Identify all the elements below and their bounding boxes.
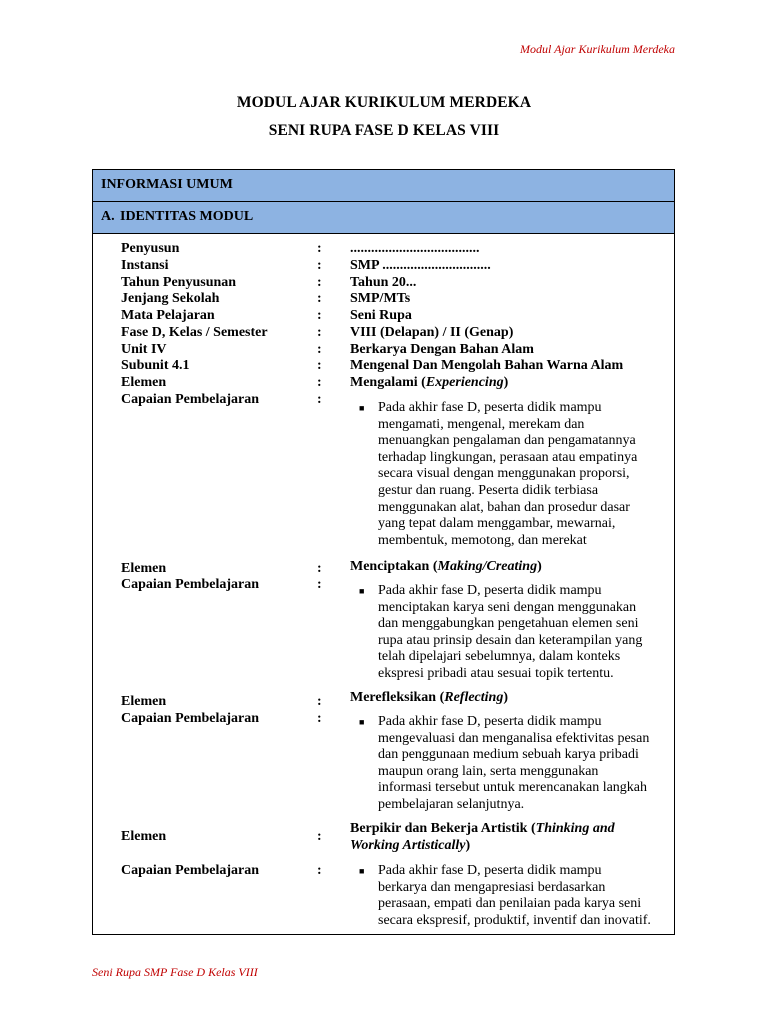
- identity-value: Seni Rupa: [350, 308, 412, 323]
- capaian-text: Pada akhir fase D, peserta didik mampu mengevaluasi dan menganalisa efektivitas pesan dan penggunaan medium sebuah karya pribadi maupun orang lain, serta menggunakan informasi tersebut untuk merencanakan langkah pembelajaran selanjutnya.: [378, 714, 650, 812]
- elemen-value: Berpikir dan Bekerja Artistik (Thinking and Working Artistically): [350, 821, 615, 853]
- header-note: Modul Ajar Kurikulum Merdeka: [520, 42, 675, 56]
- identity-label: Unit IV: [121, 342, 167, 357]
- colon: :: [317, 375, 322, 390]
- bullet-square-icon: ■: [359, 403, 365, 413]
- elemen-value: Menciptakan (Making/Creating): [350, 559, 542, 574]
- identity-value: VIII (Delapan) / II (Genap): [350, 325, 514, 340]
- identity-label: Fase D, Kelas / Semester: [121, 325, 268, 340]
- colon: :: [317, 258, 322, 273]
- colon: :: [317, 275, 322, 290]
- elemen-label: Elemen: [121, 829, 167, 844]
- bullet-square-icon: ■: [359, 866, 365, 876]
- identity-value: .....................................: [350, 241, 480, 256]
- elemen-value: Merefleksikan (Reflecting): [350, 690, 509, 705]
- colon: :: [317, 241, 322, 256]
- elemen-label: Elemen: [121, 561, 167, 576]
- colon: :: [317, 325, 322, 340]
- bullet-square-icon: ■: [359, 586, 365, 596]
- identity-table: [92, 169, 675, 935]
- document-subtitle: SENI RUPA FASE D KELAS VIII: [268, 122, 500, 139]
- capaian-text: Pada akhir fase D, peserta didik mampu berkarya dan mengapresiasi berdasarkan perasaan, empati dan penilaian pada karya seni secara ekspresif, produktif, inventif dan inovatif.: [378, 863, 651, 928]
- document-title: MODUL AJAR KURIKULUM MERDEKA: [236, 94, 532, 111]
- footer-note: Seni Rupa SMP Fase D Kelas VIII: [92, 965, 258, 979]
- colon: :: [317, 863, 322, 878]
- colon: :: [317, 711, 322, 726]
- colon: :: [317, 694, 322, 709]
- colon: :: [317, 561, 322, 576]
- identity-value: SMP/MTs: [350, 291, 411, 306]
- identity-label: Tahun Penyusunan: [121, 275, 237, 290]
- identity-value: Berkarya Dengan Bahan Alam: [350, 342, 534, 357]
- capaian-text: Pada akhir fase D, peserta didik mampu menciptakan karya seni dengan menggunakan dan menggabungkan pengetahuan elemen seni rupa atau prinsip desain dan keterampilan yang telah dipelajari sebelumnya, dalam konteks ekspresi pribadi atau sesuai topik tertentu.: [378, 583, 643, 681]
- capaian-text: Pada akhir fase D, peserta didik mampu mengamati, mengenal, merekam dan menuangkan pengalaman dan pengamatannya terhadap lingkungan, perasaan atau empatinya secara visual dengan menggunakan proporsi, gestur dan ruang. Peserta didik terbiasa menggunakan alat, bahan dan prosedur dasar yang tepat dalam menggambar, mewarnai, membentuk, memotong, dan merekat: [378, 400, 638, 548]
- identity-value: Tahun 20...: [350, 275, 417, 290]
- colon: :: [317, 392, 322, 407]
- elemen-value: Mengalami (Experiencing): [350, 375, 509, 390]
- colon: :: [317, 577, 322, 592]
- section-header: INFORMASI UMUM: [93, 170, 674, 202]
- colon: :: [317, 291, 322, 306]
- identity-label: Penyusun: [121, 241, 180, 256]
- capaian-label: Capaian Pembelajaran: [121, 577, 260, 592]
- subsection-header: [93, 202, 674, 234]
- capaian-label: Capaian Pembelajaran: [121, 863, 260, 878]
- colon: :: [317, 358, 322, 373]
- colon: :: [317, 342, 322, 357]
- identity-value: SMP ...............................: [350, 258, 491, 273]
- identity-label: Mata Pelajaran: [121, 308, 215, 323]
- elemen-label: Elemen: [121, 375, 167, 390]
- bullet-square-icon: ■: [359, 717, 365, 727]
- elemen-label: Elemen: [121, 694, 167, 709]
- subsection-title: IDENTITAS MODUL: [120, 209, 254, 224]
- identity-label: Subunit 4.1: [121, 358, 190, 373]
- identity-value: Mengenal Dan Mengolah Bahan Warna Alam: [350, 358, 624, 373]
- capaian-label: Capaian Pembelajaran: [121, 711, 260, 726]
- colon: :: [317, 829, 322, 844]
- capaian-label: Capaian Pembelajaran: [121, 392, 260, 407]
- subsection-letter: A.: [101, 209, 115, 224]
- identity-label: Jenjang Sekolah: [121, 291, 220, 306]
- colon: :: [317, 308, 322, 323]
- identity-label: Instansi: [121, 258, 169, 273]
